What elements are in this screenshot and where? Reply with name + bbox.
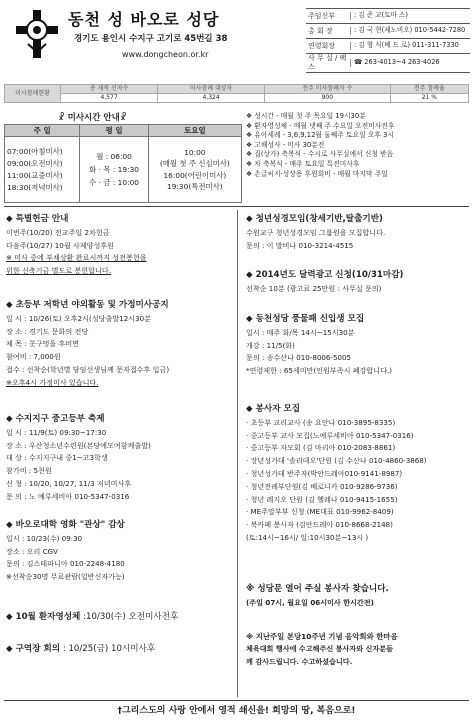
district-meeting-section: ◆ 구역장 회의 : 10/25(금) 10시미사후 <box>6 644 156 654</box>
saturday-times: 10:00 (매월 첫 주 신심미사) 16:00(어린이미사) 19:30(특전미사) <box>148 137 241 203</box>
mass-header-saturday: 토요일 <box>148 125 241 137</box>
movie-event-section: ◆ 바오로대학 영화 "관상" 감상 일시 : 10/23(수) 09:30 장소 : 오리 CGV 문의 : 김스테파니아 010-2248-4180 ※선착순30명 무료관람(일반신자가능) <box>6 520 125 582</box>
divider <box>4 206 469 207</box>
parish-title: 동천 성 바오로 성당 <box>68 10 220 29</box>
notice-item: ❖ 차 축복식 - 매주 토요일 특전미사후 <box>246 159 360 168</box>
youth-festival-section: ◆ 수지지구 중고등부 축제 일 시 : 11/9(토) 09:30~17:30 장 소 : 우산청소년수련원(본당에모여함께출발) 대 상 : 수지지구내 중1~고3학생 참가비 : 5천원 신 청 : 10/20, 10/27, 11/3 저녁미사후 문 의 : 노 예루세비아 010-5347-0316 <box>6 414 151 501</box>
notice-item: ❖ 환자영성체 - 매월 넷째 주 수요일 오전미사전후 <box>246 121 395 130</box>
youth-bible-section: ◆ 청년성경모임(창세기반,탈출기반) 수원교구 청년성경모임 그룹원을 모집합니다. 문의 : 이 발비나 010-3214-4515 <box>246 214 386 250</box>
column-divider <box>237 210 238 697</box>
church-logo-icon <box>14 8 60 60</box>
staff-row: 주임신부 : 김 준 교(토마 스) <box>306 9 470 24</box>
footer-motto: †그리스도의 사랑 안에서 영적 쇄신을! 희망의 땅, 복음으로! <box>4 700 469 722</box>
staff-contact-list <box>306 8 470 73</box>
notice-item: ❖ 손글씨지·성상용 후원회비 - 매월 마지막 주일 <box>246 169 388 178</box>
calendar-ad-section: ◆ 2014년도 달력광고 신청(10/31마감) 선착순 10분 (광고료 25만원 : 사무실 문의) <box>246 270 404 293</box>
stats-header: 미사참례 대상자 <box>158 85 265 94</box>
sacrament-notices <box>246 112 468 179</box>
patient-communion-section: ◆ 10월 환자영성체 :10/30(수) 오전미사전후 <box>6 612 179 622</box>
stats-row-label: 미사참례현황 <box>5 85 61 103</box>
stats-header: 전주 참례율 <box>390 85 468 94</box>
stats-value: 21 % <box>390 94 468 103</box>
door-volunteer-section: ※ 성당문 열어 주실 봉사자 찾습니다. (주일 07시, 월요일 06시미사 한시간전) <box>246 584 389 607</box>
mass-schedule-table <box>4 124 242 203</box>
mass-schedule-title: ☧ 미사시간 안내☧ <box>58 113 127 123</box>
parish-website-link[interactable]: www.dongcheon.or.kr <box>122 50 209 59</box>
stats-header: 총 재적 신자수 <box>61 85 158 94</box>
stats-value: 900 <box>264 94 390 103</box>
staff-row: 사 무 실 / 팩 스 ☎ 263-4013~4 263-4026 <box>306 54 470 73</box>
elementary-outing-section: ◆ 초등부 저학년 야외활동 및 가정미사공지 일 시 : 10/26(토) 오후2시(성당출발12시30분 장 소 : 경기도 문화의 전당 제 목 : 콧구멍을 후비면 참여비 : 7,000원 접수 : 선착순(학년별 담임선생님께 문자접수후 입금) ※오후4시 가정미사 있습니다. <box>6 300 170 387</box>
stats-value: 4,324 <box>158 94 265 103</box>
staff-row: 총 회 장 : 김 국 현(제노비오) 010-5442-7280 <box>306 24 470 39</box>
mass-header-weekday: 평 일 <box>80 125 148 137</box>
sunday-times: 07:00(아침미사) 09:00(오전미사) 11:00(교중미사) 18:30(저녁미사) <box>5 137 80 203</box>
attendance-stats-table <box>4 84 469 103</box>
special-offering-section: ◆ 특별헌금 안내 이번주(10/20) 전교주일 2차헌금 다음주(10/27) 10월 사제양성후원 ※ 미사 중에 부채상환 완료시까지 성전봉헌을 위한 신축기금 별도로 봉헌합니다. <box>6 214 147 276</box>
parish-address: 경기도 용인시 수지구 고기로 45번길 38 <box>74 34 228 44</box>
bulletin-header <box>4 4 469 76</box>
stats-value: 4,577 <box>61 94 158 103</box>
pungmul-recruit-section: ◆ 동천성당 풍물패 신입생 모집 일시 : 매주 화/목 14시~15시30분 개강 : 11/5(화) 문의 : 송수산나 010-8006-5005 *연령제한 : 65세미만(인원부족시 폐강합니다.) <box>246 314 393 376</box>
stats-header: 전주 미사참례자 수 <box>264 85 390 94</box>
notice-item: ❖ 유아세례 - 3,6,9,12월 둘째주 토요일 오후 3시 <box>246 131 395 140</box>
notice-item: ❖ 집(상가) 축복식 - 수시로 사무실에서 신청 받음 <box>246 150 394 159</box>
volunteer-recruit-section: ◆ 봉사자 모집 · 초등부 교리교사 (송 요안나 010-3895-8335) · 중고등부 교사 모집(노예루세비아 010-5347-0316) · 중고등부 자모회 (김 마리아 010-2083-8861) · 장년성가대 '솔리데오'단원 (김 수산나 010-4860-3868) · 청년성가대 반주자(박안드레아010-9141-8987) · 청년전례부단원(김 베로니카 010-9286-9736) · 청년 레지오 단원 (김 헬레나 010-9415-1655) · ME주말부부 신청 (ME대표 010-9962-8409) · 북카페 봉사자 (김안드레아 010-8668-2148) (토:14시~16시/ 일:10시30분~13시 ) <box>246 404 427 542</box>
mass-header-sunday: 주 일 <box>5 125 80 137</box>
staff-row: 연령회장 : 김 형 식(베 드 로) 011-311-7330 <box>306 39 470 54</box>
thanks-section: ※ 지난주일 본당10주년 기념 음악회와 한마음 체육대회 행사에 수고해주신 봉사자와 신자분들 께 감사드립니다. 수고하셨습니다. <box>246 632 398 667</box>
notice-item: ❖ 성시간 - 매월 첫 주 목요일 19시30분 <box>246 112 366 120</box>
weekday-times: 월 : 06:00 화 · 목 : 19:30 수 · 금 : 10:00 <box>80 137 148 203</box>
notice-item: ❖ 고해성사 - 미사 30분전 <box>246 140 325 149</box>
